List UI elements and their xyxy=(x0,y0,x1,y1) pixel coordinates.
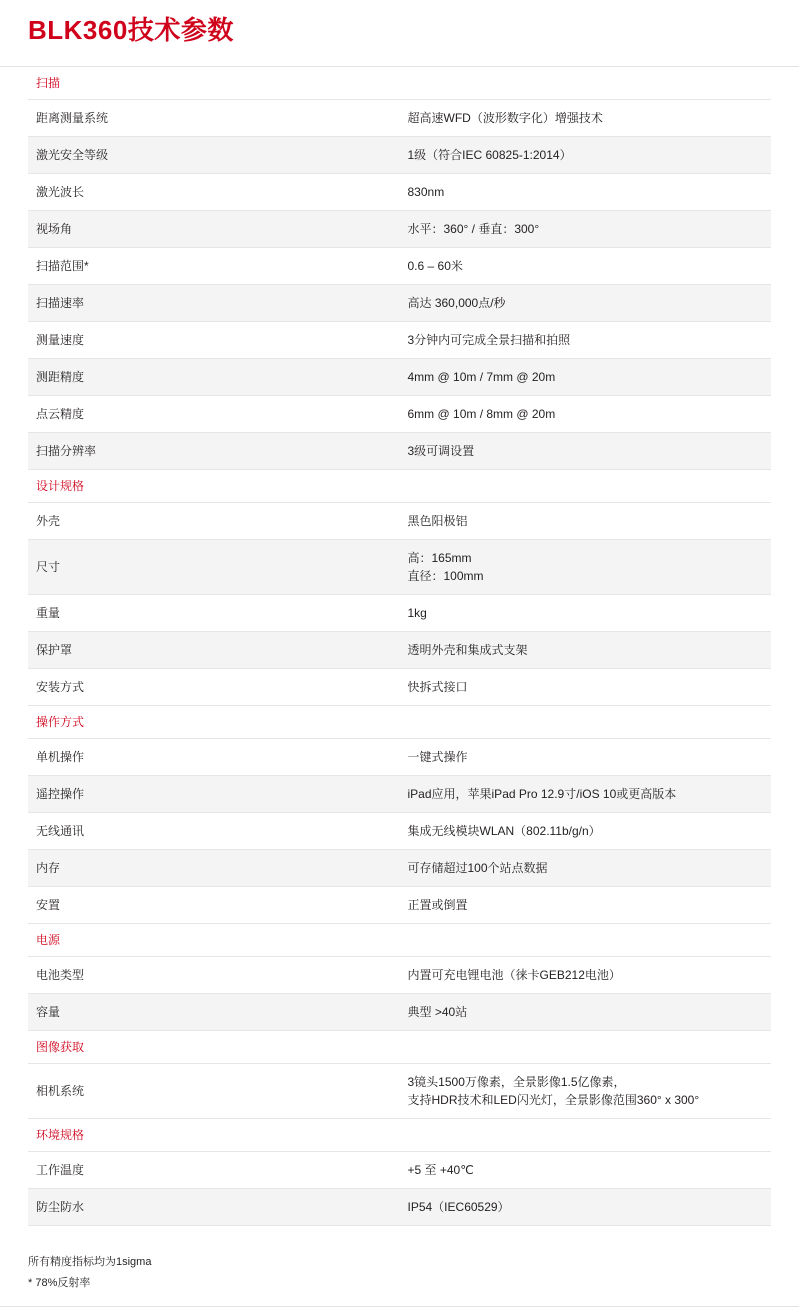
section-header-row xyxy=(28,469,771,502)
table-row xyxy=(28,173,771,210)
spec-label: 遥控操作 xyxy=(36,786,85,801)
spec-label: 电池类型 xyxy=(36,967,85,982)
spec-value xyxy=(400,594,772,631)
spec-label: 测量速度 xyxy=(36,332,85,347)
section-header-label: 设计规格 xyxy=(36,478,85,493)
spec-label: 安装方式 xyxy=(36,679,85,694)
spec-label: 内存 xyxy=(36,860,61,875)
table-row xyxy=(28,1063,771,1118)
spec-value-line: 正置或倒置 xyxy=(407,897,468,912)
specifications-table-body xyxy=(28,67,771,1226)
table-row xyxy=(28,539,771,594)
spec-value xyxy=(400,210,772,247)
spec-value xyxy=(400,993,772,1030)
spec-value xyxy=(400,1188,772,1225)
section-header-row xyxy=(28,705,771,738)
table-row xyxy=(28,1188,771,1225)
spec-label: 激光波长 xyxy=(36,184,85,199)
section-header-label: 电源 xyxy=(36,932,61,947)
spec-value xyxy=(400,502,772,539)
spec-value-line: 高达 360,000点/秒 xyxy=(407,295,506,310)
table-row xyxy=(28,956,771,993)
spec-label: 点云精度 xyxy=(36,406,85,421)
table-row xyxy=(28,812,771,849)
spec-label: 无线通讯 xyxy=(36,823,85,838)
spec-value xyxy=(400,173,772,210)
spec-label: 视场角 xyxy=(36,221,73,236)
spec-label: 防尘防水 xyxy=(36,1199,85,1214)
spec-value-line: 一键式操作 xyxy=(407,749,468,764)
spec-value-line: 0.6 – 60米 xyxy=(407,258,463,273)
spec-label: 工作温度 xyxy=(36,1162,85,1177)
table-row xyxy=(28,395,771,432)
specifications-table xyxy=(28,67,771,1226)
section-header-label: 环境规格 xyxy=(36,1127,85,1142)
table-row xyxy=(28,738,771,775)
table-row xyxy=(28,594,771,631)
spec-value-line: 3级可调设置 xyxy=(407,443,475,458)
section-header-label: 扫描 xyxy=(36,75,61,90)
spec-value xyxy=(400,539,772,594)
spec-value xyxy=(400,812,772,849)
spec-label: 容量 xyxy=(36,1004,61,1019)
table-row xyxy=(28,1151,771,1188)
page-title: BLK360技术参数 xyxy=(28,15,234,45)
spec-value-line: 4mm @ 10m / 7mm @ 20m xyxy=(407,369,556,384)
spec-value-line: 6mm @ 10m / 8mm @ 20m xyxy=(407,406,556,421)
spec-value xyxy=(400,1063,772,1118)
spec-value xyxy=(400,956,772,993)
section-header-row xyxy=(28,67,771,100)
table-row xyxy=(28,502,771,539)
table-row xyxy=(28,432,771,469)
spec-label: 扫描速率 xyxy=(36,295,85,310)
spec-value-line: 典型 >40站 xyxy=(407,1004,468,1019)
table-row xyxy=(28,993,771,1030)
spec-label: 相机系统 xyxy=(36,1083,85,1098)
table-row xyxy=(28,631,771,668)
spec-value-line: 可存储超过100个站点数据 xyxy=(407,860,548,875)
section-header-row xyxy=(28,1030,771,1063)
spec-value-line: 透明外壳和集成式支架 xyxy=(407,642,528,657)
spec-label: 保护罩 xyxy=(36,642,73,657)
spec-value-line: 1级（符合IEC 60825-1:2014） xyxy=(407,147,572,162)
spec-value-line: 1kg xyxy=(407,605,427,620)
spec-value xyxy=(400,358,772,395)
spec-value xyxy=(400,849,772,886)
spec-value-line: 超高速WFD（波形数字化）增强技术 xyxy=(407,110,603,125)
spec-label: 重量 xyxy=(36,605,61,620)
table-row xyxy=(28,284,771,321)
spec-value-line: 高：165mm xyxy=(407,550,472,565)
footnote-line: * 78%反射率 xyxy=(28,1276,91,1289)
spec-value-line: 3分钟内可完成全景扫描和拍照 xyxy=(407,332,571,347)
spec-value xyxy=(400,284,772,321)
spec-label: 距离测量系统 xyxy=(36,110,109,125)
spec-value xyxy=(400,321,772,358)
spec-label: 外壳 xyxy=(36,513,61,528)
spec-label: 安置 xyxy=(36,897,61,912)
table-row xyxy=(28,136,771,173)
spec-value xyxy=(400,631,772,668)
spec-value-line: 黑色阳极铝 xyxy=(407,513,468,528)
spec-value xyxy=(400,1151,772,1188)
spec-label: 激光安全等级 xyxy=(36,147,109,162)
spec-value xyxy=(400,136,772,173)
table-row xyxy=(28,321,771,358)
spec-value xyxy=(400,395,772,432)
spec-value-line: IP54（IEC60529） xyxy=(407,1199,510,1214)
spec-value-line: 水平：360° / 垂直：300° xyxy=(407,221,540,236)
table-row xyxy=(28,99,771,136)
spec-value-line: 支持HDR技术和LED闪光灯，全景影像范围360° x 300° xyxy=(407,1092,700,1107)
spec-value xyxy=(400,432,772,469)
spec-label: 扫描范围* xyxy=(36,258,89,273)
table-row xyxy=(28,247,771,284)
section-header-label: 操作方式 xyxy=(36,714,85,729)
section-header-label: 图像获取 xyxy=(36,1039,85,1054)
spec-value-line: 内置可充电锂电池（徕卡GEB212电池） xyxy=(407,967,621,982)
spec-value xyxy=(400,738,772,775)
spec-value xyxy=(400,99,772,136)
spec-value xyxy=(400,247,772,284)
spec-value-line: 快拆式接口 xyxy=(407,679,468,694)
spec-value xyxy=(400,668,772,705)
spec-value-line: 直径：100mm xyxy=(407,568,484,583)
spec-value-line: 3镜头1500万像素，全景影像1.5亿像素， xyxy=(407,1074,626,1089)
spec-label: 测距精度 xyxy=(36,369,85,384)
spec-value-line: iPad应用，苹果iPad Pro 12.9寸/iOS 10或更高版本 xyxy=(407,786,677,801)
spec-label: 尺寸 xyxy=(36,559,61,574)
section-header-row xyxy=(28,1118,771,1151)
table-row xyxy=(28,358,771,395)
table-row xyxy=(28,210,771,247)
spec-value xyxy=(400,775,772,812)
spec-value-line: +5 至 +40℃ xyxy=(407,1162,474,1177)
table-row xyxy=(28,886,771,923)
footnote-line: 所有精度指标均为1sigma xyxy=(28,1255,152,1268)
section-header-row xyxy=(28,923,771,956)
table-row xyxy=(28,668,771,705)
spec-value xyxy=(400,886,772,923)
bottom-divider xyxy=(0,1306,799,1307)
spec-value-line: 集成无线模块WLAN（802.11b/g/n） xyxy=(407,823,601,838)
footnotes xyxy=(28,1252,799,1294)
table-row xyxy=(28,775,771,812)
spec-value-line: 830nm xyxy=(407,184,445,199)
spec-label: 单机操作 xyxy=(36,749,85,764)
table-row xyxy=(28,849,771,886)
spec-label: 扫描分辨率 xyxy=(36,443,97,458)
